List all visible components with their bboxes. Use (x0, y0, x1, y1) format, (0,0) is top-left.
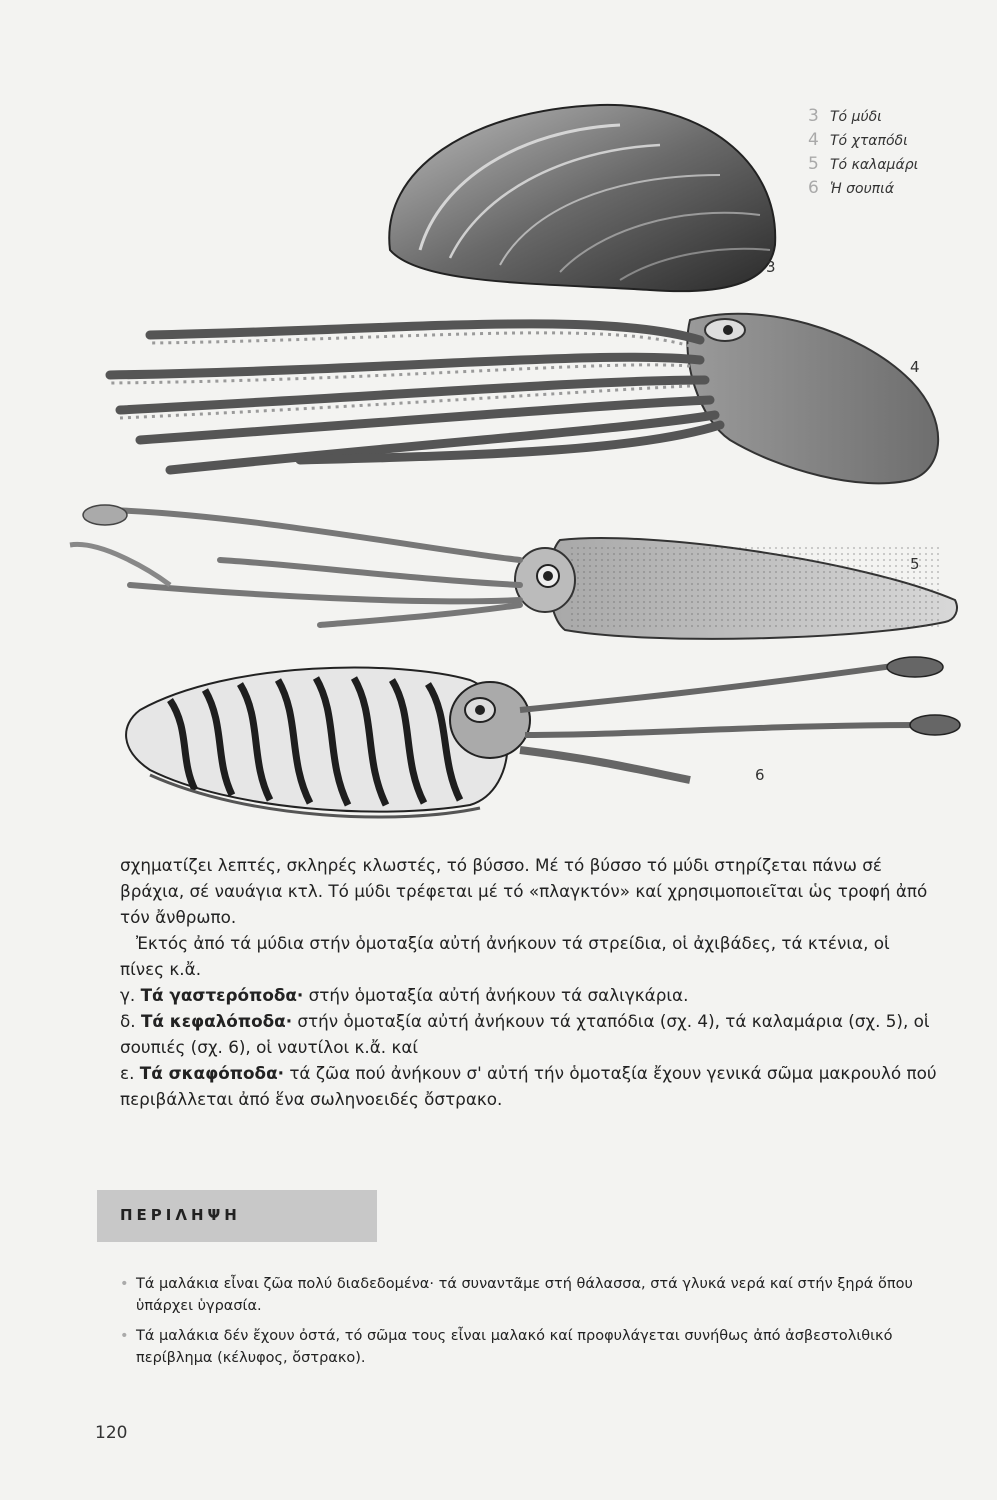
legend-item (808, 105, 918, 129)
bullet-icon: • (120, 1328, 129, 1344)
body-text (120, 852, 938, 1112)
legend-number: 5 (808, 154, 819, 174)
summary-item-text: Τά μαλάκια δέν ἔχουν ὀστά, τό σῶμα τους εἶναι μαλακό καί προφυλάγεται συνήθως ἀπό ἀσβεστολιθικό περίβλημα (κέλυφος, ὄστρακο). (136, 1328, 893, 1366)
bullet-icon: • (120, 1276, 129, 1292)
term-gastropods: Τά γαστερόποδα· (140, 985, 304, 1005)
term-cephalopods: Τά κεφαλόποδα· (140, 1011, 293, 1031)
summary-item-text: Τά μαλάκια εἶναι ζῶα πολύ διαδεδομένα· τά συναντᾶμε στή θάλασσα, στά γλυκά νερά καί στήν ξηρά ὅπου ὑπάρχει ὑγρασία. (136, 1276, 913, 1314)
paragraph-cephalopods (120, 1008, 938, 1060)
list-marker: δ. (120, 1011, 136, 1031)
legend-number: 4 (808, 130, 819, 150)
page-number: 120 (95, 1423, 128, 1443)
paragraph-scaphopods (120, 1060, 938, 1112)
figure-number-3: 3 (766, 258, 776, 276)
figure-number-6: 6 (755, 766, 765, 784)
definition-scaphopods: τά ζῶα πού ἀνήκουν σ' αὐτή τήν ὁμοταξία ἔχουν γενικά σῶμα μακρουλό πού περιβάλλεται ἀπό ἕνα σωληνοειδές ὄστρακο. (120, 1063, 937, 1109)
legend-item (808, 177, 918, 201)
list-marker: ε. (120, 1063, 135, 1083)
figure-number-5: 5 (910, 555, 920, 573)
figure-legend (808, 105, 918, 201)
legend-label: Ἡ σουπιά (830, 181, 895, 197)
legend-label: Τό καλαμάρι (830, 157, 919, 173)
term-scaphopods: Τά σκαφόποδα· (139, 1063, 284, 1083)
summary-title: ΠΕΡΙΛΗΨΗ (120, 1206, 241, 1224)
cuttlefish-illustration (126, 657, 960, 817)
list-marker: γ. (120, 985, 136, 1005)
summary-item (120, 1273, 950, 1317)
legend-item (808, 153, 918, 177)
summary-list (120, 1273, 950, 1377)
paragraph-bivalves: Ἐκτός ἀπό τά μύδια στήν ὁμοταξία αὐτή ἀνήκουν τά στρείδια, οἱ ἀχιβάδες, τά κτένια, οἱ πίνες κ.ἄ. (120, 933, 890, 979)
legend-label: Τό μύδι (830, 109, 882, 125)
paragraph-mussel: σχηματίζει λεπτές, σκληρές κλωστές, τό βύσσο. Μέ τό βύσσο τό μύδι στηρίζεται πάνω σέ βράχια, σέ ναυάγια κτλ. Τό μύδι τρέφεται μέ τό «πλαγκτόν» καί χρησιμοποιεῖται ὡς τροφή ἀπό τόν ἄνθρωπο. (120, 855, 928, 927)
legend-label: Τό χταπόδι (830, 133, 908, 149)
octopus-illustration (110, 314, 938, 484)
definition-gastropods: στήν ὁμοταξία αὐτή ἀνήκουν τά σαλιγκάρια. (303, 985, 689, 1005)
definition-cephalopods: στήν ὁμοταξία αὐτή ἀνήκουν τά χταπόδια (σχ. 4), τά καλαμάρια (σχ. 5), οἱ σουπιές (σχ. 6), οἱ ναυτίλοι κ.ἄ. καί (120, 1011, 930, 1057)
mussel-illustration (389, 105, 775, 291)
figure-number-4: 4 (910, 358, 920, 376)
legend-item (808, 129, 918, 153)
legend-number: 3 (808, 106, 819, 126)
paragraph-gastropods (120, 982, 938, 1008)
squid-illustration (70, 505, 957, 639)
legend-number: 6 (808, 178, 819, 198)
summary-item (120, 1325, 950, 1369)
